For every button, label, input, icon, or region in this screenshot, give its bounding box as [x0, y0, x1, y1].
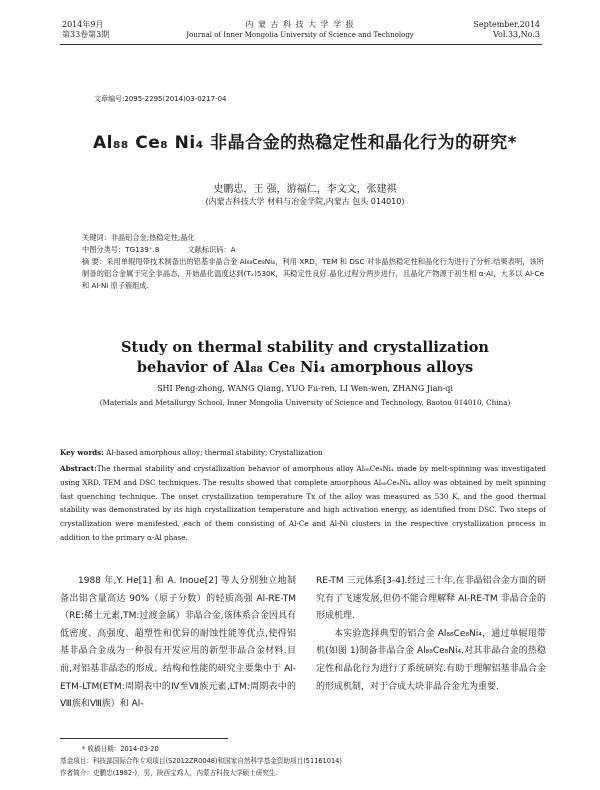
footnote-fund: 基金项目：科技部国际合作专项项目(S2012ZR0048)和国家自然科学基金资助项目(51161014)	[60, 757, 342, 765]
abstract-en	[60, 462, 546, 545]
abstract-en-label: Abstract:	[60, 464, 97, 473]
authors-en: SHI Peng-zhong, WANG Qiang, YUO Fu-ren, LI Wen-wen, ZHANG Jian-qi	[157, 384, 453, 393]
header-right	[460, 20, 540, 40]
classification-cn: 中图分类号：TG139⁺.8	[82, 245, 160, 254]
footnote-author: 作者简介：史鹏忠(1982-)，男，陕西宝鸡人，内蒙古科技大学硕士研究生.	[60, 769, 278, 777]
article-number: 文章编号:2095-2295(2014)03-0217-04	[94, 95, 227, 103]
keywords-cn: 关键词：非晶铝合金;热稳定性;晶化	[82, 233, 195, 242]
footnote-rule	[60, 738, 228, 739]
abstract-cn: 摘 要：采用单辊甩带技术制备出的铝基非晶合金 Al₈₈Ce₈Ni₄，利用 XRD，TEM 和 DSC 对非晶热稳定性和晶化行为进行了分析.结果表明，该所制备的铝合金属于完全非晶态，开始晶化温度达到(Tₓ)530K，其稳定性良好.晶化过程分两步进行，且晶化产物源于初生相 α-Al，大多以 Al-Ce 和 Al-Ni 原子簇组成.	[82, 257, 544, 290]
doc-code-cn: 文献标识码：A	[187, 245, 236, 254]
header-rule	[60, 44, 542, 45]
affiliation-en: (Materials and Metallurgy School, Inner Mongolia University of Science and Technology, Baotou 014010, China)	[99, 398, 511, 407]
volume-issue-en: Vol.33,No.3	[493, 30, 540, 39]
volume-issue: 第33卷第3期	[62, 30, 110, 39]
header-left	[62, 20, 109, 40]
affiliation-cn: (内蒙古科技大学 材料与冶金学院,内蒙古 包头 014010)	[205, 197, 405, 206]
journal-name-cn: 内 蒙 古 科 技 大 学 学 报	[245, 20, 355, 29]
title-en-line1: Study on thermal stability and crystallization	[121, 339, 489, 356]
body-right-para2: 本实验选择典型的铝合金 Al₈₈Ce₈Ni₄，通过单辊甩带机(如图 1)制备非晶合金 Al₈₈Ce₈Ni₄.对其非晶合金的热稳定性和晶化行为进行了系统研究.有助于理解铝基非晶合金的形成机制，对于合成大块非晶合金尤为重要.	[316, 628, 546, 692]
keywords-en	[60, 448, 323, 457]
journal-name-en: Journal of Inner Mongolia University of Science and Technology	[186, 31, 414, 39]
header-center	[180, 20, 420, 40]
classification-row	[82, 244, 236, 256]
title-en-line2: behavior of Al₈₈ Ce₈ Ni₄ amorphous alloys	[136, 359, 474, 376]
body-right-column	[316, 573, 546, 696]
keywords-en-text: Al-based amorphous alloy; thermal stability; Crystallization	[106, 448, 323, 457]
abstract-en-text: The thermal stability and crystallization behavior of amorphous alloy Al₈₈Ce₈Ni₄ made by melt-spinning was investigated using XRD, TEM and DSC techniques. The results showed that complete amorphous Al₈₈Ce₈Ni₄ alloy was obtained by melt spinning fast quenching technique. The onset crystallization temperature Tx of the alloy was measured as 530 K, and the good thermal stability was demonstrated by its high crystallization temperature and high activation energy, as identified from DSC. Two steps of crystallization were manifested, each of them consisting of Al-Ce and Al-Ni clusters in the respective crystallization process in addition to the primary α-Al phase.	[60, 464, 546, 542]
title-en	[60, 338, 550, 378]
keywords-en-label: Key words:	[60, 448, 104, 457]
title-cn: Al₈₈ Ce₈ Ni₄ 非晶合金的热稳定性和晶化行为的研究*	[93, 133, 517, 153]
body-left-column: 1988 年,Y. He[1] 和 A. Inoue[2] 等人分别独立地制备出铝含量高达 90%（原子分数）的轻质高强 Al-RE-TM（RE:稀土元素,TM:过渡金属）非晶合金,该体系合金因具有低密度、高强度、超塑性和优异的耐蚀性能等优点,使得铝基非晶合金成为一种很有开发应用的新型非晶合金材料.目前,对铝基非晶态的形成、结构和性能的研究主要集中于 Al-ETM-LTM(ETM:周期表中的Ⅳ至Ⅶ族元素,LTM:周期表中的Ⅷ族和Ⅷ族）和 Al-	[60, 576, 296, 710]
issue-date-en: September,2014	[473, 20, 540, 29]
issue-date: 2014年9月	[62, 20, 104, 29]
body-right-para1: RE-TM 三元体系[3-4].经过三十年,在非晶铝合金方面的研究有了飞速发展,但仍不能合理解释 Al-RE-TM 非晶合金的形成机理.	[316, 576, 546, 622]
authors-cn: 史鹏忠，王 强，游福仁，李文文，张建祺	[213, 184, 397, 195]
footnote-received: * 收稿日期：2014-03-20	[82, 745, 159, 753]
